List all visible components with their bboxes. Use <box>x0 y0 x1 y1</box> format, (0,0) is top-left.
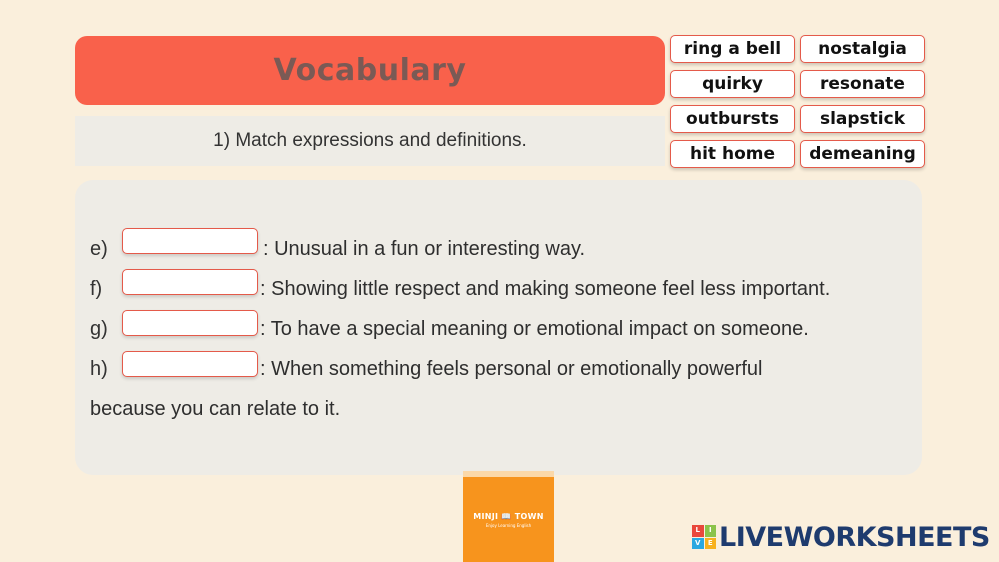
brand-icon-l: L <box>692 525 704 537</box>
item-letter-f: f) <box>90 278 103 300</box>
liveworksheets-brand[interactable] <box>692 520 990 554</box>
word-chip-outbursts[interactable]: outbursts <box>670 105 795 133</box>
answer-dropbox-e[interactable] <box>122 228 258 254</box>
title-bar <box>75 36 665 105</box>
instruction-box <box>75 116 665 166</box>
logo-sub-text: Enjoy Learning English <box>485 522 532 528</box>
word-bank <box>670 35 926 169</box>
brand-name: LIVEWORKSHEETS <box>719 521 990 553</box>
liveworksheets-icon <box>692 525 716 549</box>
word-chip-nostalgia[interactable]: nostalgia <box>800 35 925 63</box>
logo-main-text: MINJI 📖 TOWN <box>473 511 544 521</box>
brand-icon-e: E <box>705 538 717 550</box>
item-letter-e: e) <box>90 238 108 260</box>
definition-h: : When something feels personal or emotionally powerful <box>260 358 763 380</box>
answer-dropbox-h[interactable] <box>122 351 258 377</box>
item-letter-g: g) <box>90 318 108 340</box>
answer-dropbox-g[interactable] <box>122 310 258 336</box>
definition-f: : Showing little respect and making someone feel less important. <box>260 278 831 300</box>
definition-g: : To have a special meaning or emotional impact on someone. <box>260 318 809 340</box>
word-chip-resonate[interactable]: resonate <box>800 70 925 98</box>
definition-h-continuation: because you can relate to it. <box>90 398 341 420</box>
word-chip-demeaning[interactable]: demeaning <box>800 140 925 168</box>
word-chip-ring-a-bell[interactable]: ring a bell <box>670 35 795 63</box>
item-letter-h: h) <box>90 358 108 380</box>
word-chip-slapstick[interactable]: slapstick <box>800 105 925 133</box>
brand-icon-i: I <box>705 525 717 537</box>
brand-icon-v: V <box>692 538 704 550</box>
word-chip-quirky[interactable]: quirky <box>670 70 795 98</box>
minji-town-logo <box>463 471 554 562</box>
word-chip-hit-home[interactable]: hit home <box>670 140 795 168</box>
answer-dropbox-f[interactable] <box>122 269 258 295</box>
page-title: Vocabulary <box>273 53 467 88</box>
instruction-text: 1) Match expressions and definitions. <box>213 130 527 151</box>
definition-e: : Unusual in a fun or interesting way. <box>263 238 586 260</box>
